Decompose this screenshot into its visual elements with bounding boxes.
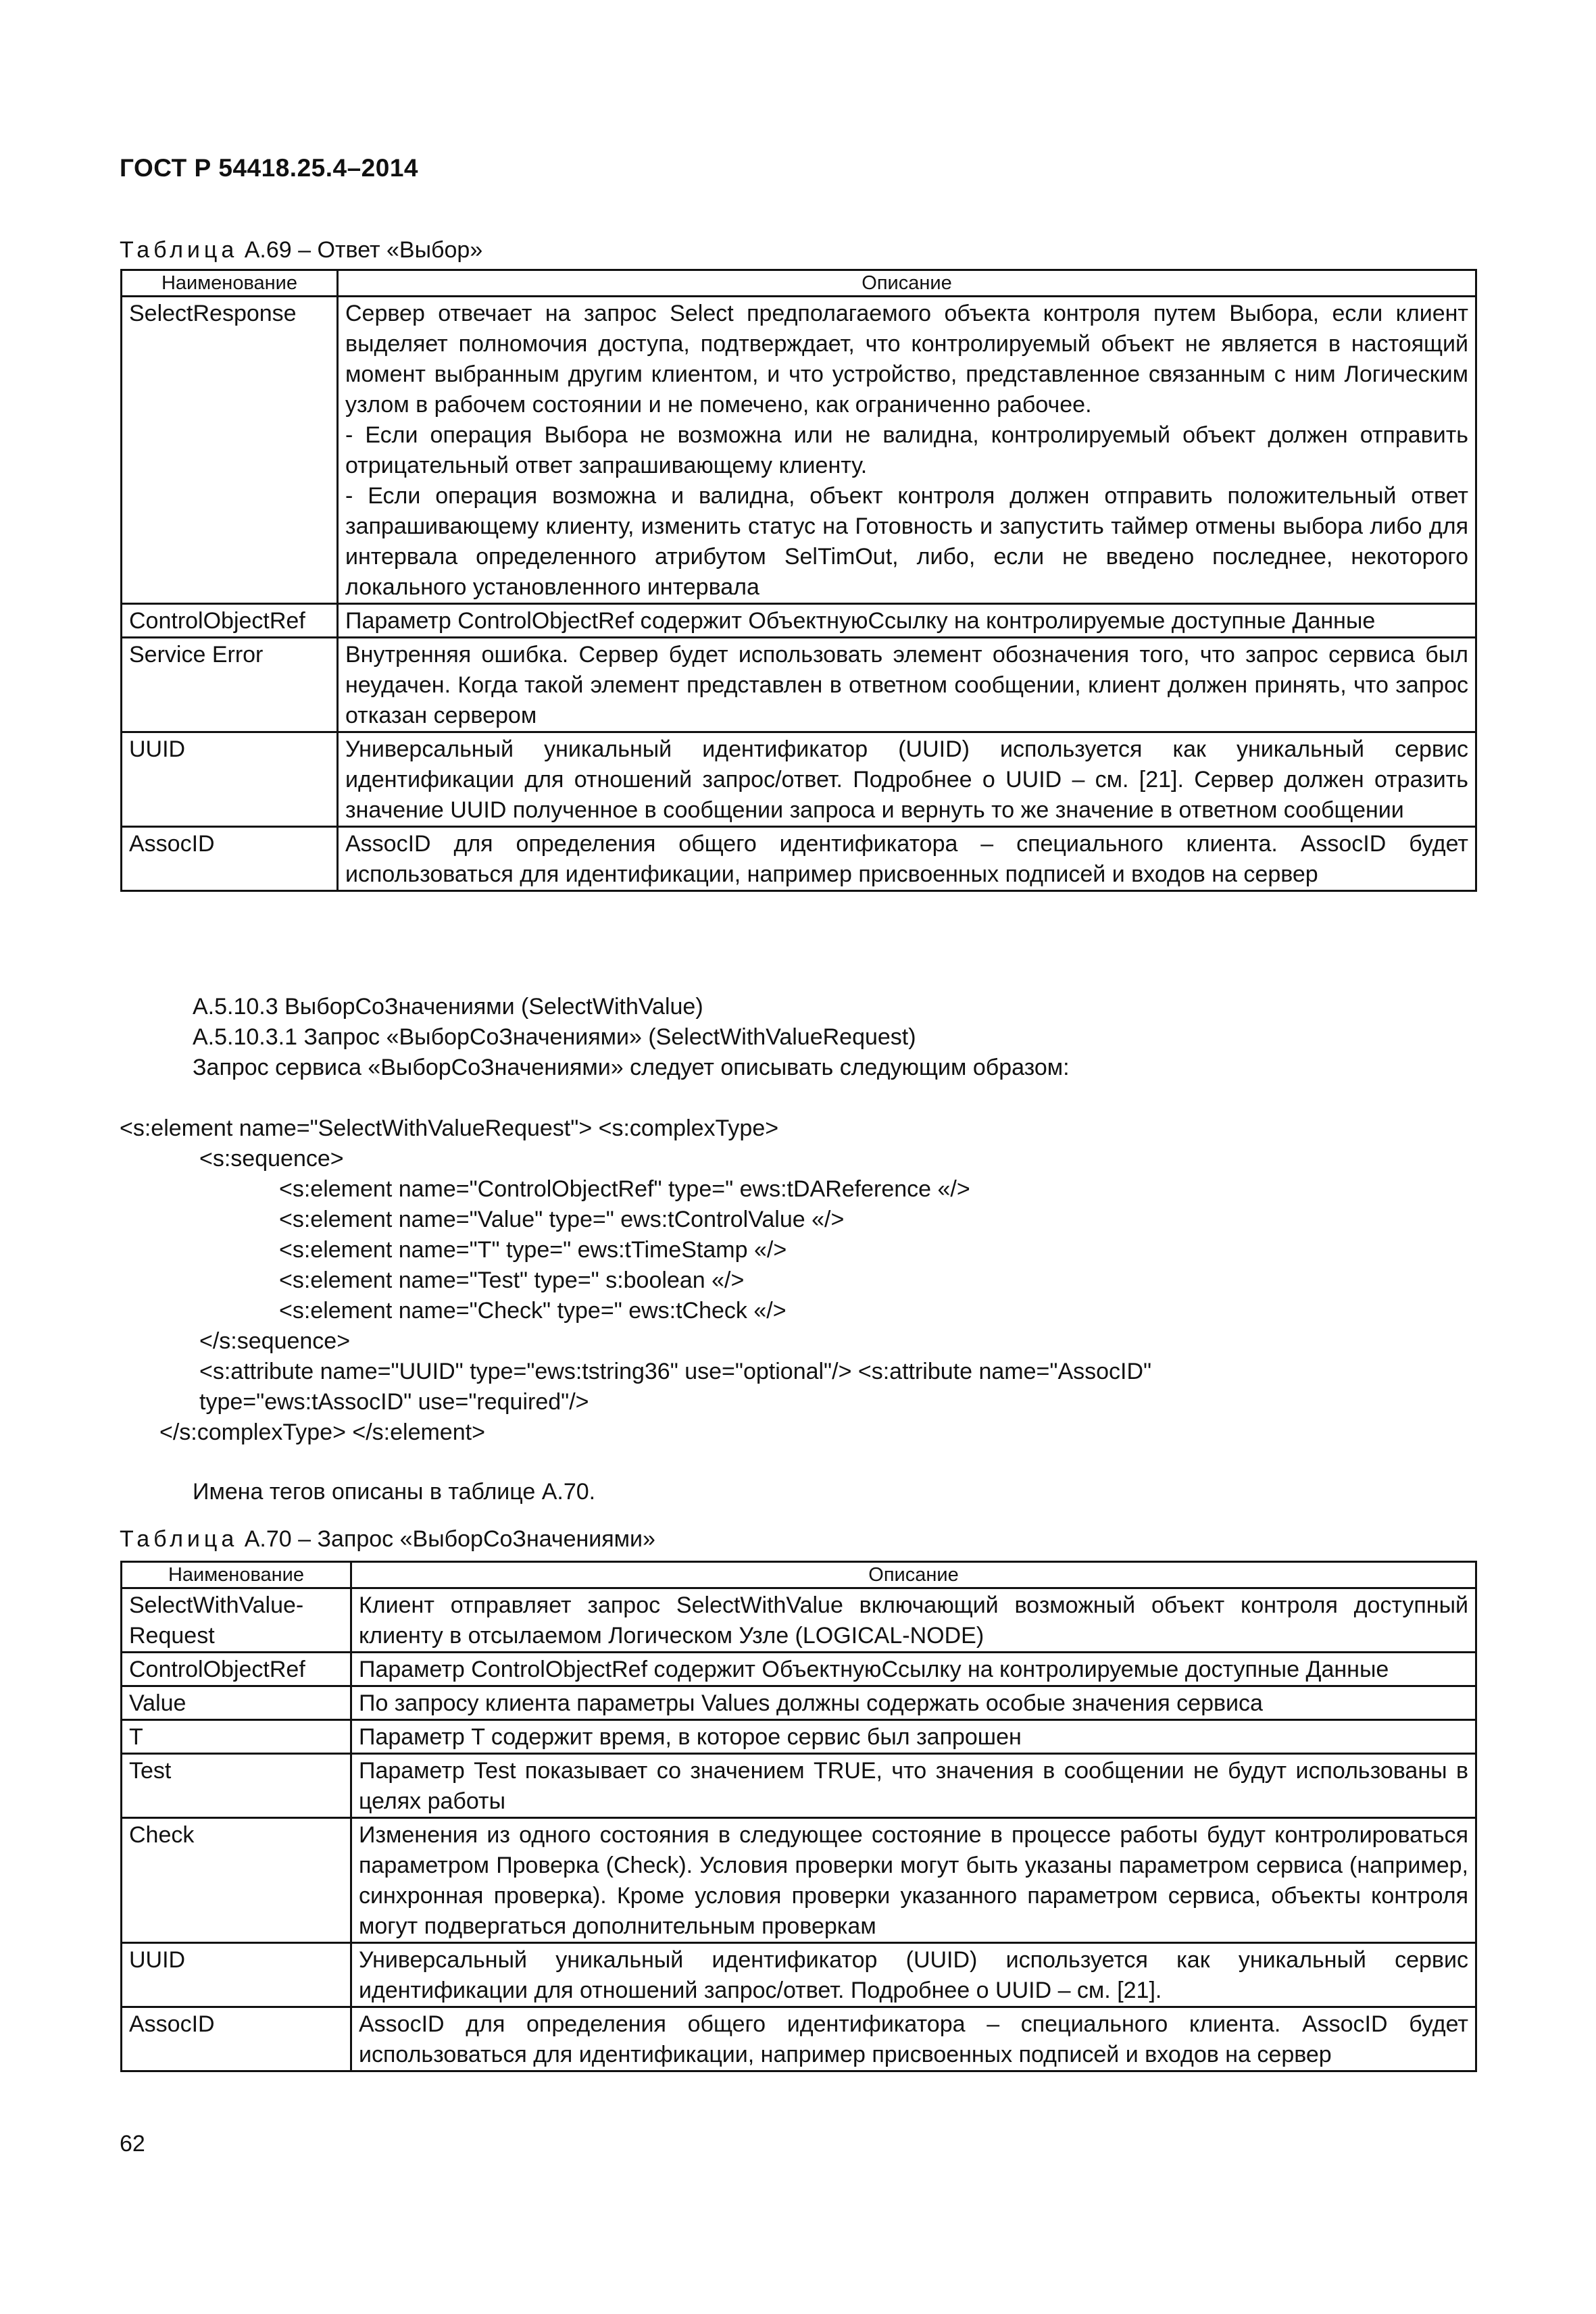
- table-row: [122, 827, 1476, 891]
- code-line: </s:complexType> </s:element>: [159, 1419, 485, 1445]
- table-row: [122, 638, 1476, 732]
- table-row: [122, 1818, 1476, 1943]
- col-desc-header: Описание: [338, 270, 1476, 297]
- cell-description: Сервер отвечает на запрос Select предполагаемого объекта контроля путем Выбора, если клиент выделяет полномочия доступа, подтверждает, что контролируемый объект не является в настоящий момент выбранным другим клиентом, и что устройство, представленное связанным с ним Логическим узлом в рабочем состоянии и не помечено, как ограниченно рабочее. - Если операция Выбора не возможна или не валидна, контролируемый объект должен отправить отрицательный ответ запрашивающему клиенту. - Если операция возможна и валидна, объект контроля должен отправить положительный ответ запрашивающему клиенту, изменить статус на Готовность и запустить таймер отмены выбора либо для интервала определенного атрибутом SelTimOut, либо, если не введено последнее, некоторого локального установленного интервала: [338, 297, 1476, 604]
- cell-description: Универсальный уникальный идентификатор (UUID) используется как уникальный сервис идентификации для отношений запрос/ответ. Подробнее о UUID – см. [21].: [351, 1943, 1476, 2007]
- cell-name: AssocID: [122, 827, 338, 891]
- table-a69: [120, 269, 1477, 892]
- table-row: [122, 1943, 1476, 2007]
- table-a69-caption-title: А.69 – Ответ «Выбор»: [238, 237, 483, 263]
- table-row: [122, 297, 1476, 604]
- cell-description: Изменения из одного состояния в следующее состояние в процессе работы будут контролироваться параметром Проверка (Check). Условия проверки могут быть указаны параметром сервиса (например, синхронная проверка). Кроме условия проверки указанного параметром сервиса, объекты контроля могут подвергаться дополнительным проверкам: [351, 1818, 1476, 1943]
- table-row: [122, 604, 1476, 638]
- table-header-row: [122, 270, 1476, 297]
- col-desc-header: Описание: [351, 1562, 1476, 1588]
- table-a70-body: [122, 1588, 1476, 2071]
- table-row: [122, 1588, 1476, 1653]
- table-row: [122, 1720, 1476, 1754]
- table-row: [122, 732, 1476, 827]
- cell-description: Внутренняя ошибка. Сервер будет использовать элемент обозначения того, что запрос сервиса был неудачен. Когда такой элемент представлен в ответном сообщении, клиент должен принять, что запрос отказан сервером: [338, 638, 1476, 732]
- cell-description: Универсальный уникальный идентификатор (UUID) используется как уникальный сервис идентификации для отношений запрос/ответ. Подробнее о UUID – см. [21]. Сервер должен отразить значение UUID полученное в сообщении запроса и вернуть то же значение в ответном сообщении: [338, 732, 1476, 827]
- table-a69-body: [122, 297, 1476, 891]
- table-a70: [120, 1561, 1477, 2072]
- cell-name: SelectResponse: [122, 297, 338, 604]
- code-line: </s:sequence>: [199, 1328, 351, 1354]
- table-header-row: [122, 1562, 1476, 1588]
- cell-name: ControlObjectRef: [122, 604, 338, 638]
- table-a70-caption-title: А.70 – Запрос «ВыборСоЗначениями»: [238, 1526, 655, 1552]
- cell-name: T: [122, 1720, 351, 1754]
- cell-description: Параметр Test показывает со значением TRUE, что значения в сообщении не будут использованы в целях работы: [351, 1754, 1476, 1818]
- code-line: <s:sequence>: [199, 1146, 344, 1172]
- table-a70-caption: [120, 1526, 655, 1553]
- cell-description: Клиент отправляет запрос SelectWithValue включающий возможный объект контроля доступный клиенту в отсылаемом Логическом Узле (LOGICAL-NODE): [351, 1588, 1476, 1653]
- code-line: <s:element name="SelectWithValueRequest"> <s:complexType>: [120, 1115, 779, 1141]
- table-a69-caption: [120, 236, 482, 263]
- cell-name: UUID: [122, 732, 338, 827]
- subsection-heading: А.5.10.3.1 Запрос «ВыборСоЗначениями» (SelectWithValueRequest): [193, 1024, 916, 1050]
- code-line: <s:element name="Check" type=" ews:tCheck «/>: [279, 1298, 787, 1324]
- cell-name: Service Error: [122, 638, 338, 732]
- cell-name: ControlObjectRef: [122, 1653, 351, 1686]
- code-line: <s:element name="T" type=" ews:tTimeStamp «/>: [279, 1237, 787, 1263]
- page-number: 62: [120, 2131, 145, 2157]
- cell-description: AssocID для определения общего идентификатора – специального клиента. AssocID будет использоваться для идентификации, например присвоенных подписей и входов на сервер: [351, 2007, 1476, 2071]
- cell-name: AssocID: [122, 2007, 351, 2071]
- cell-name: Test: [122, 1754, 351, 1818]
- code-line: <s:element name="ControlObjectRef" type=" ews:tDAReference «/>: [279, 1176, 970, 1202]
- tags-note: Имена тегов описаны в таблице А.70.: [193, 1479, 596, 1505]
- code-line: <s:element name="Value" type=" ews:tControlValue «/>: [279, 1207, 845, 1232]
- table-a70-caption-prefix: Таблица: [120, 1526, 239, 1552]
- code-line: type="ews:tAssocID" use="required"/>: [199, 1389, 589, 1415]
- cell-name: UUID: [122, 1943, 351, 2007]
- cell-description: Параметр ControlObjectRef содержит ОбъектнуюСсылку на контролируемые доступные Данные: [351, 1653, 1476, 1686]
- code-line: <s:attribute name="UUID" type="ews:tstring36" use="optional"/> <s:attribute name="AssocID": [199, 1359, 1152, 1384]
- document-header: ГОСТ Р 54418.25.4–2014: [120, 154, 418, 182]
- cell-description: По запросу клиента параметры Values должны содержать особые значения сервиса: [351, 1686, 1476, 1720]
- cell-description: Параметр ControlObjectRef содержит ОбъектнуюСсылку на контролируемые доступные Данные: [338, 604, 1476, 638]
- cell-description: AssocID для определения общего идентификатора – специального клиента. AssocID будет использоваться для идентификации, например присвоенных подписей и входов на сервер: [338, 827, 1476, 891]
- section-heading: А.5.10.3 ВыборСоЗначениями (SelectWithValue): [193, 994, 703, 1020]
- table-a69-caption-prefix: Таблица: [120, 237, 239, 263]
- cell-name: SelectWithValue- Request: [122, 1588, 351, 1653]
- table-row: [122, 1754, 1476, 1818]
- cell-name: Value: [122, 1686, 351, 1720]
- cell-name: Check: [122, 1818, 351, 1943]
- cell-description: Параметр T содержит время, в которое сервис был запрошен: [351, 1720, 1476, 1754]
- col-name-header: Наименование: [122, 1562, 351, 1588]
- table-row: [122, 1686, 1476, 1720]
- section-intro: Запрос сервиса «ВыборСоЗначениями» следует описывать следующим образом:: [193, 1055, 1070, 1080]
- table-row: [122, 2007, 1476, 2071]
- code-line: <s:element name="Test" type=" s:boolean «/>: [279, 1267, 745, 1293]
- table-row: [122, 1653, 1476, 1686]
- col-name-header: Наименование: [122, 270, 338, 297]
